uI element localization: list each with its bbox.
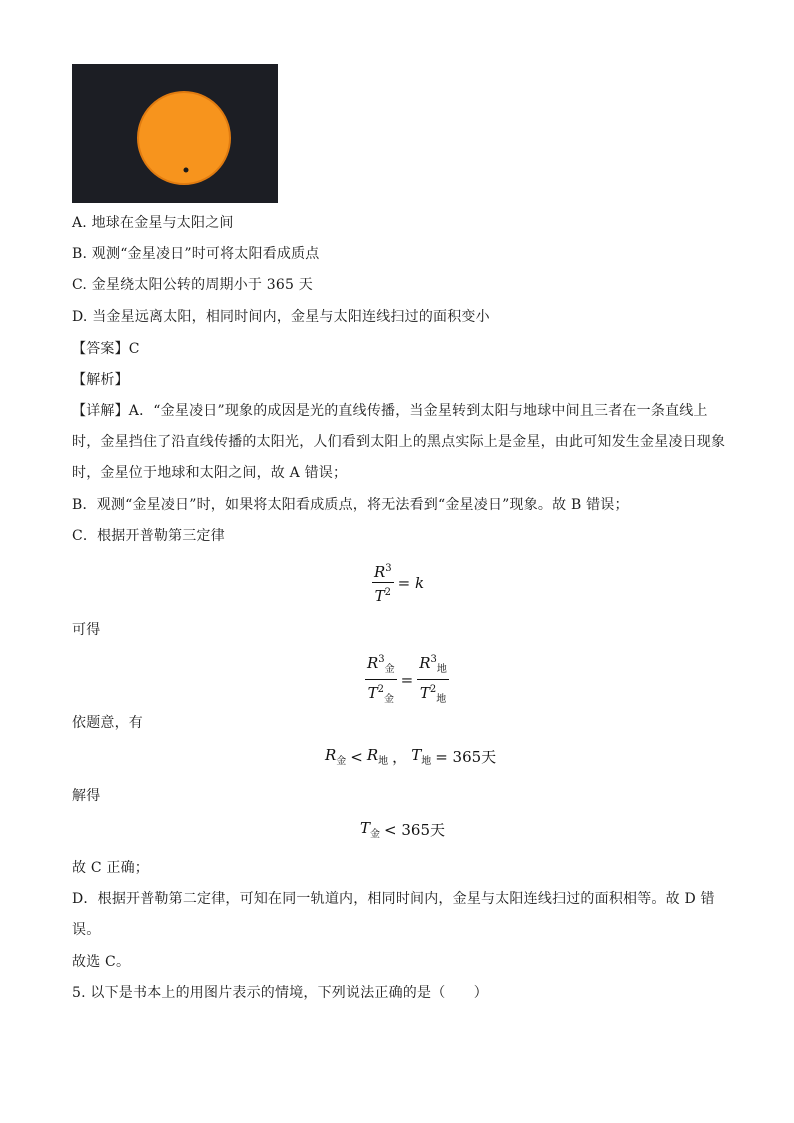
detail-line-5: C．根据开普勒第三定律 — [72, 528, 225, 544]
detail-line-1: 【详解】A．“金星凌日”现象的成因是光的直线传播，当金星转到太阳与地球中间且三者在一条直线上 — [72, 403, 708, 419]
equation-conditions: $R_金$ < $R_地$ ， $T_地$ = 365天 — [325, 746, 497, 767]
equation-ratio: $\frac{R^3_金}{T^2_金}$ = $\frac{R^3_地}{T^2_地}$ — [365, 651, 449, 708]
detail-line-3: 时，金星位于地球和太阳之间，故 A 错误； — [72, 465, 348, 481]
analysis-label: 【解析】 — [72, 372, 129, 388]
c-correct-text: 故 C 正确； — [72, 860, 150, 876]
option-b: B. 观测“金星凌日”时可将太阳看成质点 — [72, 246, 320, 262]
question-5: 5. 以下是书本上的用图片表示的情境，下列说法正确的是（ ） — [72, 985, 489, 1001]
option-a: A. 地球在金星与太阳之间 — [72, 215, 234, 231]
equation-kepler-third: $\frac{R^3}{T^2}$ = k — [372, 560, 424, 605]
detail-line-4: B．观测“金星凌日”时，如果将太阳看成质点，将无法看到“金星凌日”现象。故 B 错误； — [72, 497, 629, 513]
option-d: D. 当金星远离太阳，相同时间内，金星与太阳连线扫过的面积变小 — [72, 309, 490, 325]
kede-text: 可得 — [72, 622, 101, 638]
sun-transit-photo — [72, 64, 278, 203]
detail-line-d1: D．根据开普勒第二定律，可知在同一轨道内，相同时间内，金星与太阳连线扫过的面积相等。故 D 错 — [72, 891, 715, 907]
venus-spot — [184, 168, 189, 173]
answer-label: 【答案】C — [72, 341, 140, 357]
sun-icon — [72, 64, 278, 203]
equation-result: $T_金$ < 365天 — [360, 819, 445, 840]
option-c: C. 金星绕太阳公转的周期小于 365 天 — [72, 277, 313, 293]
choose-text: 故选 C。 — [72, 954, 131, 970]
jiede-text: 解得 — [72, 788, 101, 804]
yitiyi-text: 依题意，有 — [72, 715, 143, 731]
detail-line-d2: 误。 — [72, 922, 101, 938]
detail-line-2: 时，金星挡住了沿直线传播的太阳光，人们看到太阳上的黑点实际上是金星，由此可知发生金星凌日现象 — [72, 434, 726, 450]
